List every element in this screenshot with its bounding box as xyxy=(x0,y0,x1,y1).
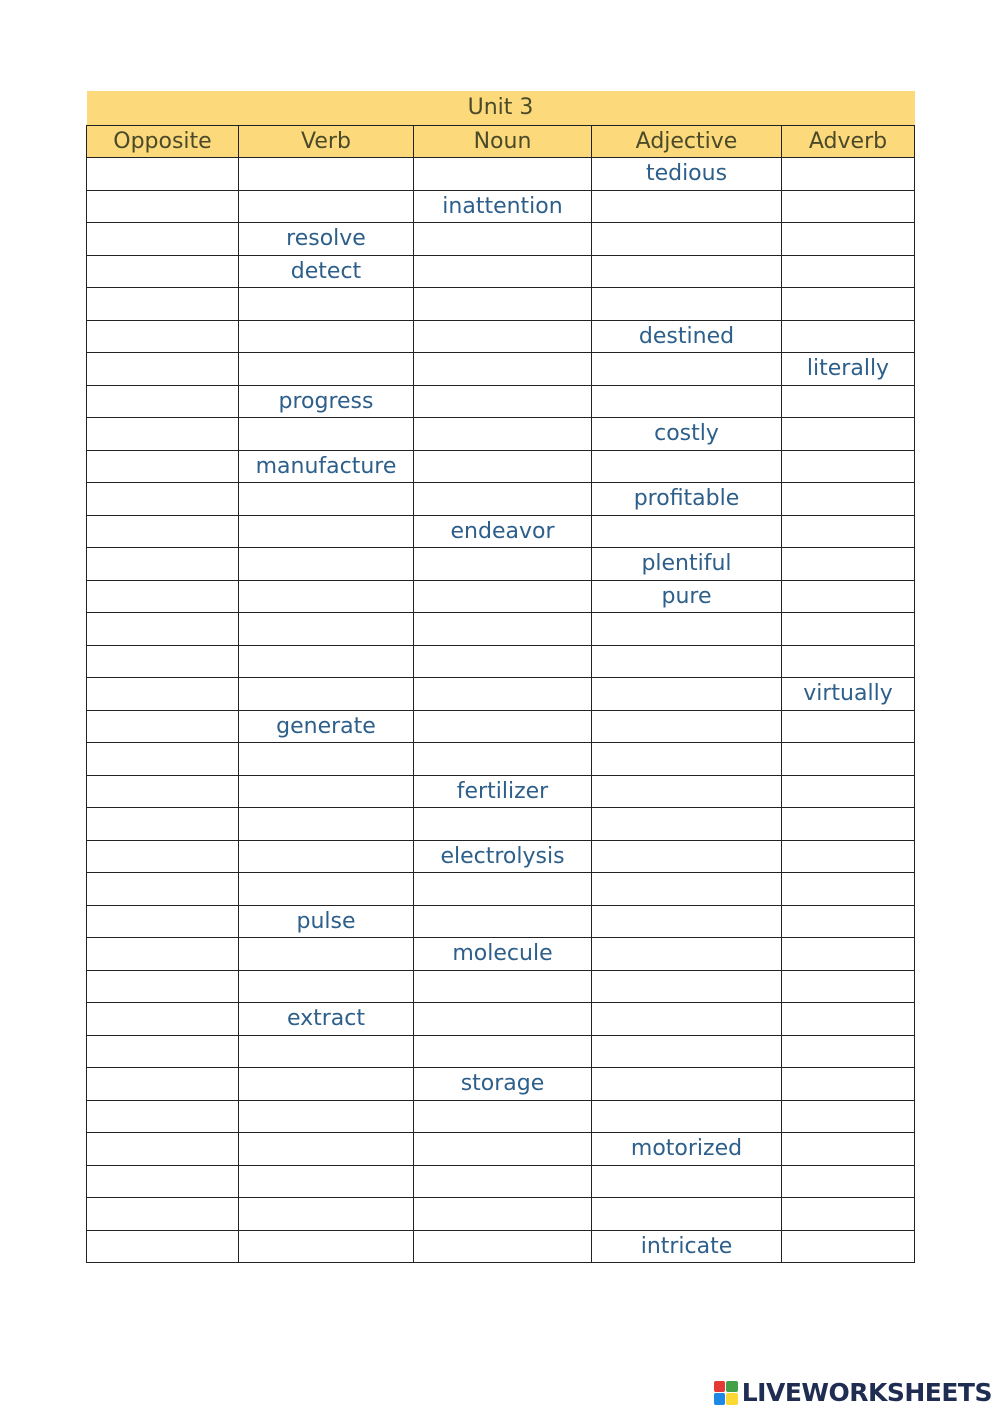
cell-verb[interactable] xyxy=(239,1035,414,1068)
cell-verb[interactable] xyxy=(239,1230,414,1263)
cell-noun[interactable] xyxy=(414,580,592,613)
cell-verb[interactable] xyxy=(239,840,414,873)
header-adverb: Adverb xyxy=(782,125,915,158)
cell-adverb[interactable] xyxy=(782,515,915,548)
cell-opposite[interactable] xyxy=(87,678,239,711)
cell-verb[interactable] xyxy=(239,1165,414,1198)
cell-adjective[interactable] xyxy=(592,840,782,873)
cell-verb[interactable] xyxy=(239,418,414,451)
cell-adjective[interactable] xyxy=(592,775,782,808)
cell-verb[interactable] xyxy=(239,548,414,581)
brand-watermark xyxy=(714,1378,992,1407)
cell-opposite[interactable] xyxy=(87,418,239,451)
cell-adverb[interactable] xyxy=(782,450,915,483)
cell-noun[interactable] xyxy=(414,158,592,191)
cell-verb[interactable] xyxy=(239,1133,414,1166)
logo-square xyxy=(714,1393,726,1405)
cell-verb[interactable] xyxy=(239,353,414,386)
cell-noun[interactable] xyxy=(414,223,592,256)
cell-opposite[interactable] xyxy=(87,548,239,581)
cell-noun[interactable] xyxy=(414,1198,592,1231)
table-row xyxy=(87,385,915,418)
cell-opposite[interactable] xyxy=(87,580,239,613)
cell-opposite[interactable] xyxy=(87,288,239,321)
cell-adverb: literally xyxy=(782,353,915,386)
table-row xyxy=(87,905,915,938)
header-row xyxy=(87,125,915,158)
cell-verb[interactable] xyxy=(239,1198,414,1231)
cell-adjective[interactable] xyxy=(592,1198,782,1231)
cell-noun[interactable] xyxy=(414,1003,592,1036)
cell-verb: detect xyxy=(239,255,414,288)
table-row xyxy=(87,1100,915,1133)
cell-noun[interactable] xyxy=(414,743,592,776)
cell-noun[interactable] xyxy=(414,450,592,483)
cell-adverb[interactable] xyxy=(782,223,915,256)
table-row xyxy=(87,288,915,321)
table-row xyxy=(87,970,915,1003)
table-row xyxy=(87,548,915,581)
cell-adverb[interactable] xyxy=(782,385,915,418)
table-row xyxy=(87,418,915,451)
table-row xyxy=(87,613,915,646)
cell-adverb[interactable] xyxy=(782,1165,915,1198)
cell-verb[interactable] xyxy=(239,645,414,678)
cell-noun[interactable] xyxy=(414,613,592,646)
cell-opposite[interactable] xyxy=(87,743,239,776)
cell-noun[interactable] xyxy=(414,255,592,288)
cell-adverb[interactable] xyxy=(782,970,915,1003)
table-row xyxy=(87,353,915,386)
cell-opposite[interactable] xyxy=(87,353,239,386)
cell-noun: fertilizer xyxy=(414,775,592,808)
cell-verb[interactable] xyxy=(239,970,414,1003)
cell-verb[interactable] xyxy=(239,515,414,548)
cell-noun[interactable] xyxy=(414,418,592,451)
table-row xyxy=(87,678,915,711)
table-row xyxy=(87,1035,915,1068)
cell-adverb[interactable] xyxy=(782,775,915,808)
header-opposite: Opposite xyxy=(87,125,239,158)
cell-adverb[interactable] xyxy=(782,613,915,646)
cell-adjective[interactable] xyxy=(592,515,782,548)
cell-opposite[interactable] xyxy=(87,840,239,873)
cell-verb[interactable] xyxy=(239,288,414,321)
cell-noun[interactable] xyxy=(414,1035,592,1068)
cell-noun: molecule xyxy=(414,938,592,971)
cell-opposite[interactable] xyxy=(87,1165,239,1198)
table-row xyxy=(87,938,915,971)
cell-opposite[interactable] xyxy=(87,1100,239,1133)
table-row xyxy=(87,483,915,516)
cell-verb[interactable] xyxy=(239,1100,414,1133)
cell-noun[interactable] xyxy=(414,808,592,841)
cell-opposite[interactable] xyxy=(87,873,239,906)
cell-adverb[interactable] xyxy=(782,873,915,906)
cell-adverb[interactable] xyxy=(782,158,915,191)
cell-verb: resolve xyxy=(239,223,414,256)
cell-opposite[interactable] xyxy=(87,1198,239,1231)
cell-opposite[interactable] xyxy=(87,1230,239,1263)
logo-square xyxy=(726,1393,738,1405)
title-row xyxy=(87,91,915,125)
table-row xyxy=(87,450,915,483)
cell-adjective[interactable] xyxy=(592,353,782,386)
cell-verb[interactable] xyxy=(239,938,414,971)
cell-adjective: pure xyxy=(592,580,782,613)
cell-adjective[interactable] xyxy=(592,385,782,418)
cell-adjective: plentiful xyxy=(592,548,782,581)
table-row xyxy=(87,1230,915,1263)
header-adjective: Adjective xyxy=(592,125,782,158)
header-verb: Verb xyxy=(239,125,414,158)
table-row xyxy=(87,808,915,841)
cell-verb[interactable] xyxy=(239,808,414,841)
logo-square xyxy=(714,1381,726,1393)
table-row xyxy=(87,223,915,256)
table-row xyxy=(87,775,915,808)
cell-adverb[interactable] xyxy=(782,905,915,938)
cell-verb: progress xyxy=(239,385,414,418)
cell-adverb[interactable] xyxy=(782,938,915,971)
cell-verb: extract xyxy=(239,1003,414,1036)
cell-verb[interactable] xyxy=(239,158,414,191)
cell-adjective[interactable] xyxy=(592,645,782,678)
cell-opposite[interactable] xyxy=(87,808,239,841)
cell-noun[interactable] xyxy=(414,320,592,353)
cell-adjective[interactable] xyxy=(592,905,782,938)
table-row xyxy=(87,1068,915,1101)
cell-adjective[interactable] xyxy=(592,450,782,483)
cell-noun[interactable] xyxy=(414,1133,592,1166)
cell-opposite[interactable] xyxy=(87,905,239,938)
cell-adverb[interactable] xyxy=(782,1100,915,1133)
table-row xyxy=(87,840,915,873)
cell-noun[interactable] xyxy=(414,905,592,938)
cell-adverb[interactable] xyxy=(782,418,915,451)
liveworksheets-logo-icon xyxy=(714,1381,738,1405)
cell-adjective: destined xyxy=(592,320,782,353)
cell-opposite[interactable] xyxy=(87,970,239,1003)
cell-verb: pulse xyxy=(239,905,414,938)
cell-adverb[interactable] xyxy=(782,840,915,873)
cell-adverb[interactable] xyxy=(782,1068,915,1101)
cell-verb[interactable] xyxy=(239,190,414,223)
cell-adverb[interactable] xyxy=(782,808,915,841)
cell-noun[interactable] xyxy=(414,710,592,743)
table-row xyxy=(87,873,915,906)
cell-adjective[interactable] xyxy=(592,190,782,223)
cell-verb[interactable] xyxy=(239,320,414,353)
cell-adjective[interactable] xyxy=(592,1003,782,1036)
cell-opposite[interactable] xyxy=(87,450,239,483)
cell-adjective[interactable] xyxy=(592,1165,782,1198)
cell-opposite[interactable] xyxy=(87,613,239,646)
brand-name: LIVEWORKSHEETS xyxy=(741,1378,992,1407)
cell-adjective[interactable] xyxy=(592,223,782,256)
vocabulary-table xyxy=(86,91,915,1263)
table-title: Unit 3 xyxy=(87,91,915,125)
cell-adjective[interactable] xyxy=(592,710,782,743)
cell-adverb[interactable] xyxy=(782,1230,915,1263)
cell-adverb[interactable] xyxy=(782,1133,915,1166)
cell-adverb[interactable] xyxy=(782,320,915,353)
cell-noun[interactable] xyxy=(414,483,592,516)
cell-noun[interactable] xyxy=(414,288,592,321)
cell-noun: storage xyxy=(414,1068,592,1101)
cell-noun[interactable] xyxy=(414,645,592,678)
cell-adjective: costly xyxy=(592,418,782,451)
cell-verb[interactable] xyxy=(239,873,414,906)
table-row xyxy=(87,645,915,678)
cell-opposite[interactable] xyxy=(87,1068,239,1101)
cell-verb[interactable] xyxy=(239,743,414,776)
cell-adverb[interactable] xyxy=(782,548,915,581)
cell-noun[interactable] xyxy=(414,385,592,418)
cell-adjective[interactable] xyxy=(592,1068,782,1101)
table-row xyxy=(87,1133,915,1166)
table-row xyxy=(87,710,915,743)
cell-adjective[interactable] xyxy=(592,873,782,906)
cell-opposite[interactable] xyxy=(87,255,239,288)
cell-opposite[interactable] xyxy=(87,1003,239,1036)
cell-noun[interactable] xyxy=(414,1230,592,1263)
table-row xyxy=(87,515,915,548)
cell-adverb[interactable] xyxy=(782,1035,915,1068)
cell-adverb[interactable] xyxy=(782,710,915,743)
table-row xyxy=(87,320,915,353)
cell-adjective[interactable] xyxy=(592,743,782,776)
cell-noun[interactable] xyxy=(414,970,592,1003)
cell-opposite[interactable] xyxy=(87,190,239,223)
table-row xyxy=(87,580,915,613)
cell-noun: inattention xyxy=(414,190,592,223)
cell-noun[interactable] xyxy=(414,1165,592,1198)
cell-opposite[interactable] xyxy=(87,710,239,743)
cell-adverb[interactable] xyxy=(782,580,915,613)
cell-verb[interactable] xyxy=(239,1068,414,1101)
cell-opposite[interactable] xyxy=(87,1133,239,1166)
cell-adjective[interactable] xyxy=(592,970,782,1003)
cell-opposite[interactable] xyxy=(87,385,239,418)
cell-noun[interactable] xyxy=(414,548,592,581)
table-row xyxy=(87,190,915,223)
cell-noun[interactable] xyxy=(414,1100,592,1133)
table-row xyxy=(87,1198,915,1231)
cell-opposite[interactable] xyxy=(87,320,239,353)
header-noun: Noun xyxy=(414,125,592,158)
cell-adverb[interactable] xyxy=(782,483,915,516)
cell-adjective[interactable] xyxy=(592,255,782,288)
cell-adjective[interactable] xyxy=(592,938,782,971)
cell-opposite[interactable] xyxy=(87,483,239,516)
cell-adverb[interactable] xyxy=(782,1003,915,1036)
logo-square xyxy=(726,1381,738,1393)
cell-adjective[interactable] xyxy=(592,1035,782,1068)
cell-adjective: motorized xyxy=(592,1133,782,1166)
cell-adjective[interactable] xyxy=(592,613,782,646)
cell-verb: manufacture xyxy=(239,450,414,483)
cell-noun[interactable] xyxy=(414,353,592,386)
cell-noun: endeavor xyxy=(414,515,592,548)
cell-verb[interactable] xyxy=(239,678,414,711)
cell-adverb[interactable] xyxy=(782,255,915,288)
cell-noun[interactable] xyxy=(414,678,592,711)
cell-adverb[interactable] xyxy=(782,288,915,321)
cell-adverb[interactable] xyxy=(782,1198,915,1231)
cell-noun: electrolysis xyxy=(414,840,592,873)
cell-noun[interactable] xyxy=(414,873,592,906)
cell-adverb[interactable] xyxy=(782,190,915,223)
cell-verb[interactable] xyxy=(239,580,414,613)
cell-verb: generate xyxy=(239,710,414,743)
cell-adverb[interactable] xyxy=(782,743,915,776)
cell-adjective[interactable] xyxy=(592,288,782,321)
cell-verb[interactable] xyxy=(239,613,414,646)
cell-adjective: tedious xyxy=(592,158,782,191)
cell-adjective[interactable] xyxy=(592,1100,782,1133)
cell-adjective[interactable] xyxy=(592,678,782,711)
cell-opposite[interactable] xyxy=(87,645,239,678)
cell-opposite[interactable] xyxy=(87,1035,239,1068)
cell-adjective: profitable xyxy=(592,483,782,516)
cell-opposite[interactable] xyxy=(87,515,239,548)
cell-opposite[interactable] xyxy=(87,775,239,808)
cell-adjective: intricate xyxy=(592,1230,782,1263)
cell-verb[interactable] xyxy=(239,775,414,808)
cell-opposite[interactable] xyxy=(87,223,239,256)
table-row xyxy=(87,1003,915,1036)
cell-adverb: virtually xyxy=(782,678,915,711)
table-row xyxy=(87,1165,915,1198)
cell-adverb[interactable] xyxy=(782,645,915,678)
cell-adjective[interactable] xyxy=(592,808,782,841)
cell-opposite[interactable] xyxy=(87,158,239,191)
table-row xyxy=(87,255,915,288)
cell-verb[interactable] xyxy=(239,483,414,516)
table-row xyxy=(87,158,915,191)
cell-opposite[interactable] xyxy=(87,938,239,971)
table-row xyxy=(87,743,915,776)
